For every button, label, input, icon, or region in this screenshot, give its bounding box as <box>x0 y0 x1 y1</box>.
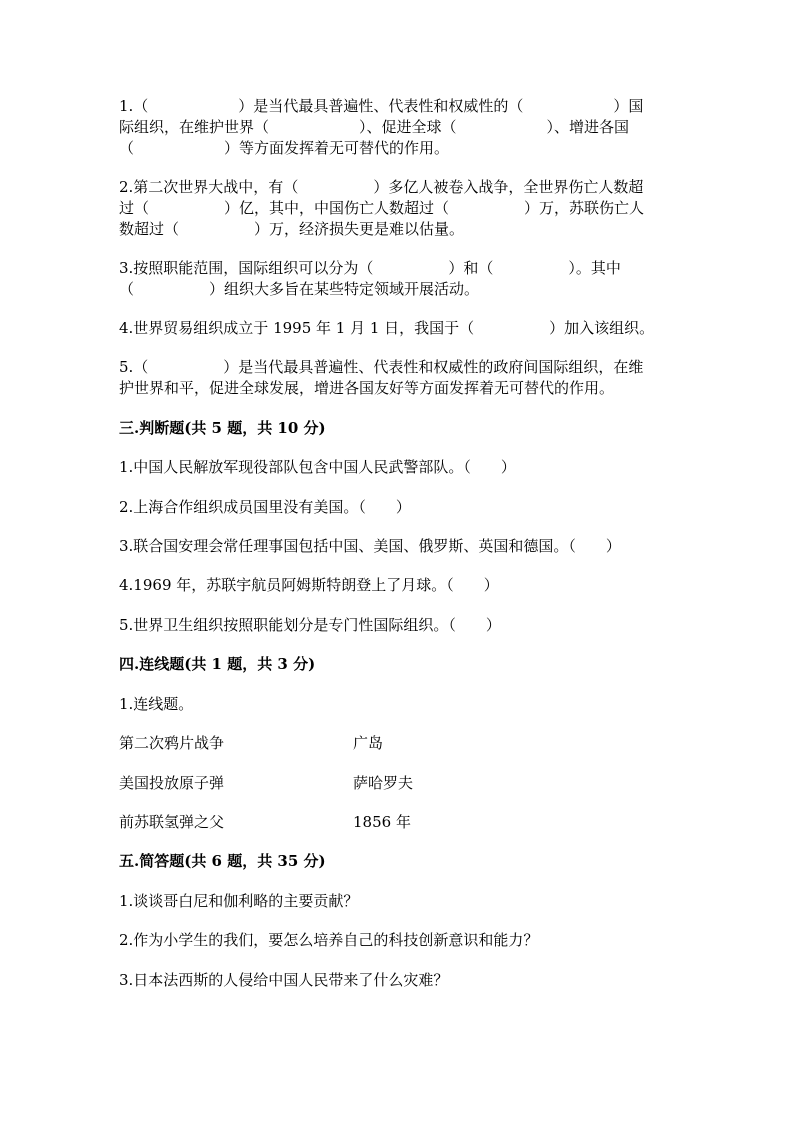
s5-item-2: 2.作为小学生的我们，要怎么培养自己的科技创新意识和能力？ <box>119 931 539 949</box>
match-right-3: 1856 年 <box>353 813 411 831</box>
match-left-1: 第二次鸦片战争 <box>119 734 225 752</box>
section5-heading: 五.简答题(共 6 题，共 35 分) <box>119 852 326 870</box>
s5-item-1: 1.谈谈哥白尼和伽利略的主要贡献？ <box>119 892 359 910</box>
q1-line-3: （ ）等方面发挥着无可替代的作用。 <box>119 139 450 157</box>
q4-line-1: 4.世界贸易组织成立于 1995 年 1 月 1 日，我国于（ ）加入该组织。 <box>119 319 655 337</box>
s5-item-3: 3.日本法西斯的人侵给中国人民带来了什么灾难？ <box>119 971 449 989</box>
match-right-2: 萨哈罗夫 <box>353 774 414 792</box>
q5-line-1: 5.（ ）是当代最具普遍性、代表性和权威性的政府间国际组织，在维 <box>119 358 644 376</box>
q5-line-2: 护世界和平，促进全球发展，增进各国友好等方面发挥着无可替代的作用。 <box>119 379 615 397</box>
match-right-1: 广岛 <box>353 734 384 752</box>
q3-line-1: 3.按照职能范围，国际组织可以分为（ ）和（ ）。其中 <box>119 259 621 277</box>
s3-item-4: 4.1969 年，苏联宇航员阿姆斯特朗登上了月球。（ ） <box>119 576 499 594</box>
q3-line-2: （ ）组织大多旨在某些特定领域开展活动。 <box>119 280 480 298</box>
q2-line-1: 2.第二次世界大战中，有（ ）多亿人被卷入战争，全世界伤亡人数超 <box>119 178 644 196</box>
match-left-2: 美国投放原子弹 <box>119 774 225 792</box>
section3-heading: 三.判断题(共 5 题，共 10 分) <box>119 419 326 437</box>
match-left-3: 前苏联氢弹之父 <box>119 813 225 831</box>
q2-line-2: 过（ ）亿，其中，中国伤亡人数超过（ ）万，苏联伤亡人 <box>119 199 645 217</box>
q1-line-1: 1.（ ）是当代最具普遍性、代表性和权威性的（ ）国 <box>119 97 644 115</box>
s3-item-5: 5.世界卫生组织按照职能划分是专门性国际组织。（ ） <box>119 616 501 634</box>
s4-question: 1.连线题。 <box>119 695 194 713</box>
s3-item-2: 2.上海合作组织成员国里没有美国。（ ） <box>119 498 411 516</box>
section4-heading: 四.连线题(共 1 题，共 3 分) <box>119 655 316 673</box>
q1-line-2: 际组织，在维护世界（ ）、促进全球（ ）、增进各国 <box>119 118 630 136</box>
s3-item-1: 1.中国人民解放军现役部队包含中国人民武警部队。（ ） <box>119 458 516 476</box>
q2-line-3: 数超过（ ）万，经济损失更是难以估量。 <box>119 220 465 238</box>
s3-item-3: 3.联合国安理会常任理事国包括中国、美国、俄罗斯、英国和德国。（ ） <box>119 537 621 555</box>
